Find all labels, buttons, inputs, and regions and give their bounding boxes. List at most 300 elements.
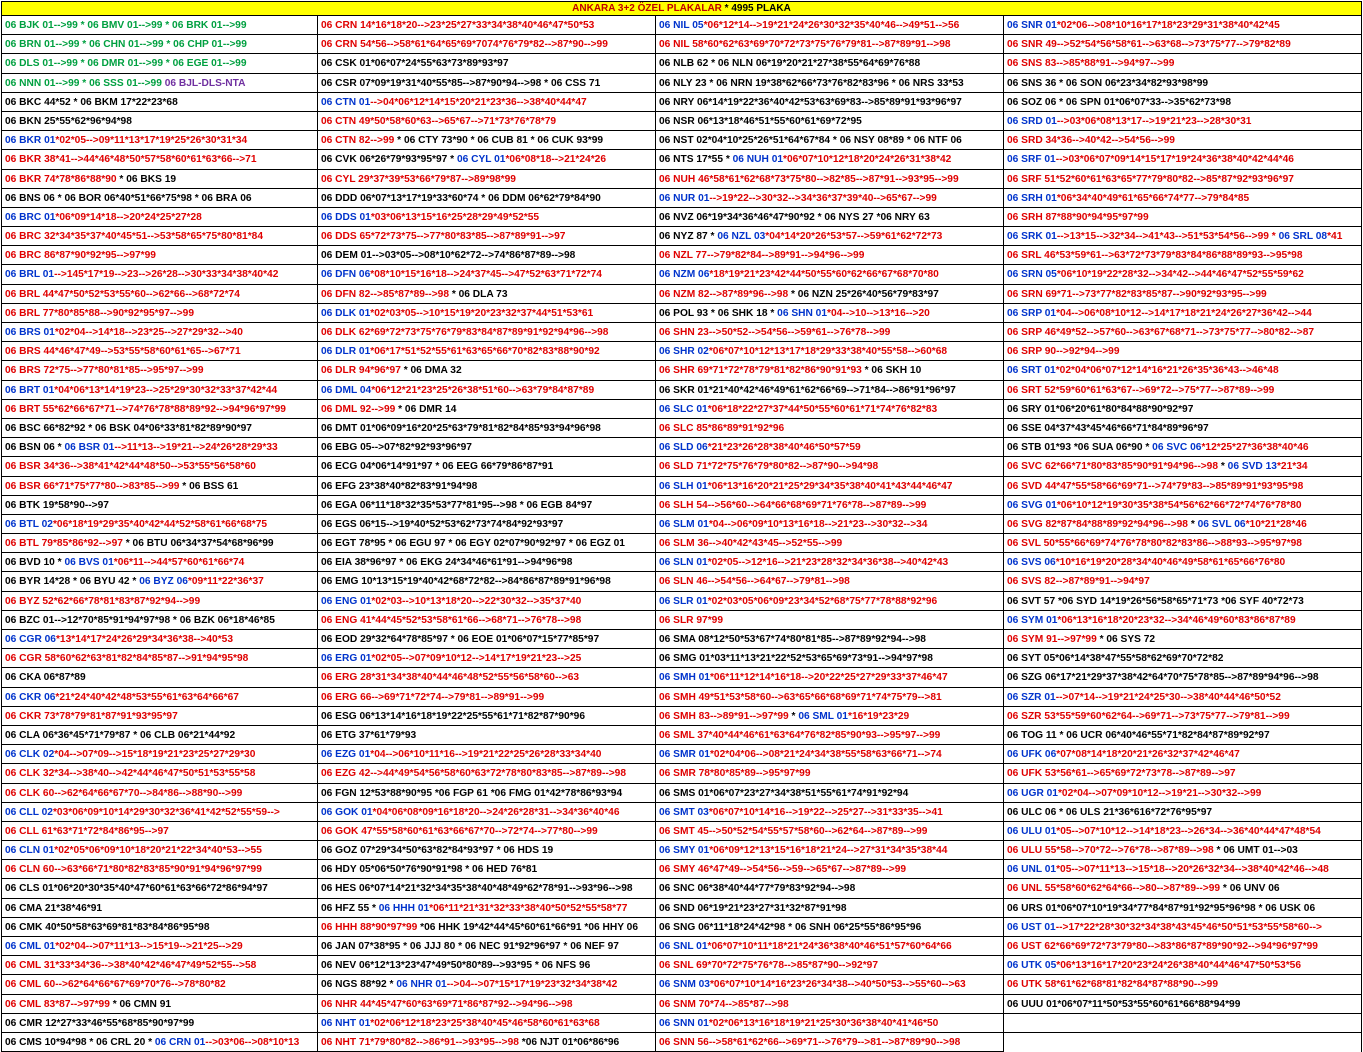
plate-cell (318, 438, 655, 457)
plate-segment: 06 SRT 01 (1007, 365, 1056, 377)
plate-segment: 06 POL 93 * 06 SHK 18 * (659, 307, 778, 319)
plate-segment: -->145*17*19-->23-->26*28-->30*33*34*38*40*42 (54, 269, 279, 281)
plate-segment: *03*06*09*10*14*29*30*32*36*41*42*52*55*59--> (52, 806, 280, 818)
plate-segment: 06 NEV 06*12*13*23*47*49*50*80*89-->93*95 * 06 NFS 96 (321, 960, 591, 972)
plate-segment: 06 SRP 01 (1007, 307, 1057, 319)
plate-segment: 06 SMH 01 (659, 672, 710, 684)
plate-segment: *06 HHK 19*42*44*45*60*61*66*91 *06 HHY 06 (417, 921, 639, 933)
plate-segment: *02*04-->14*18-->23*25-->27*29*32-->40 (54, 327, 243, 338)
plate-cell (656, 54, 1003, 73)
plate-segment: 06 SRH 87*88*90*94*95*97*99 (1007, 211, 1149, 223)
plate-segment: *06*12*14-->19*21*24*26*30*32*35*40*46-->49*51-->56 (703, 20, 960, 31)
plate-cell (1004, 54, 1361, 73)
plate-cell (656, 131, 1003, 150)
plate-cell (656, 726, 1003, 745)
plate-cell (2, 112, 317, 131)
plate-cell (318, 419, 655, 438)
plate-cell (318, 534, 655, 553)
plate-cell (2, 745, 317, 764)
plate-cell (656, 860, 1003, 879)
plate-cell (318, 189, 655, 208)
plate-cell (2, 572, 317, 591)
plate-segment: *06*07*10*14*16*23*26*34*38-->40*50*53-->55*60-->63 (709, 979, 966, 991)
plate-cell (1004, 16, 1361, 35)
plate-cell (1004, 937, 1361, 956)
plate-segment: 06 ECG 04*06*14*91*97 * 06 EEG 66*79*86*87*91 (321, 461, 554, 473)
plate-segment: 06 GOK 47*55*58*60*61*63*66*67*70-->72*74-->77*80-->99 (321, 825, 598, 837)
plate-segment: 06 SVD 44*47*55*58*66*69*71-->74*79*83-->85*89*91*93*95*98 (1007, 480, 1304, 492)
plate-segment: *05-->07*10*12-->14*18*23-->26*34-->36*40*44*47*48*54 (1056, 825, 1321, 837)
plate-cell (318, 170, 655, 189)
plate-segment: *06*07*10*14*16-->19*22-->25*27-->31*33*35-->41 (708, 806, 943, 818)
plate-segment: 06 BRS 44*46*47*49-->53*55*58*60*61*65-->67*71 (5, 346, 241, 358)
plate-segment: 06 DFN 06 (321, 269, 371, 281)
plate-segment: *06*07*10*12*13*17*18*29*33*38*40*55*58-->60*68 (708, 346, 948, 358)
plate-cell (1004, 189, 1361, 208)
plate-segment: 06 CRN 01 (154, 1036, 206, 1048)
plate-segment: -->07*14-->19*21*24*25*30-->38*40*44*46*50*52 (1055, 691, 1281, 703)
plate-cell (656, 246, 1003, 265)
plate-segment: 06 SRD 34*36-->40*42-->54*56-->99 (1007, 135, 1175, 147)
plate-segment: * 06 DLA 73 (449, 288, 508, 300)
plate-segment: *02*06*13*16*18*19*21*25*30*36*38*40*41*46*50 (708, 1017, 939, 1029)
plate-cell (656, 975, 1003, 994)
plate-segment: 06 HHH 88*90*97*99 (321, 921, 418, 933)
plate-segment: 06 DEM 01-->03*05-->08*10*62*72-->74*86*87*89-->98 (321, 250, 576, 262)
plate-cell (1004, 150, 1361, 169)
plate-segment: 06 BSR 66*71*75*77*80-->83*85-->99 (5, 480, 180, 492)
plate-cell (318, 1033, 655, 1052)
plate-segment: 06 BYR 14*28 * 06 BYU 42 * (5, 576, 140, 588)
plate-segment: 06 TOG 11 * 06 UCR 06*40*46*55*71*82*84*87*89*92*97 (1007, 729, 1270, 741)
plate-segment: *06*11-->44*57*60*61*66*74 (113, 557, 245, 569)
plate-cell (318, 265, 655, 284)
plate-cell (318, 285, 655, 304)
plate-segment: 06 SVS 06 (1007, 557, 1056, 569)
plate-segment: 06 SMH 49*51*53*58*60-->63*65*66*68*69*71*74*75*79-->81 (659, 691, 942, 703)
plate-segment: 06 EGT 78*95 * 06 EGU 97 * 06 EGY 02*07*90*92*97 * 06 EGZ 01 (321, 538, 625, 550)
plate-cell (656, 592, 1003, 611)
plate-cell (656, 265, 1003, 284)
plate-segment: -->11*13-->19*21-->24*26*28*29*33 (114, 442, 278, 454)
plate-segment: *06*13*16*20*21*25*29*34*35*38*40*41*43*44*46*47 (707, 480, 953, 492)
plate-segment: 06 CML 01 (5, 941, 56, 952)
plate-segment: *02*04*06-->08*21*24*34*38*55*58*63*66*71-->74 (709, 749, 942, 761)
plate-segment: 06 SVC 06 (1152, 442, 1202, 454)
plate-cell (656, 419, 1003, 438)
plate-segment: 06 ENG 01 (321, 595, 372, 607)
plate-segment: 06 BSR 01 (64, 442, 115, 454)
plate-cell (2, 688, 317, 707)
plate-segment: 06 EGS 06*15-->19*40*52*53*62*73*74*84*92*93*97 (321, 518, 564, 530)
plate-segment: 06 HFZ 55 * (321, 902, 379, 914)
plate-segment: 06 NTS 17*55 * (659, 154, 733, 166)
plate-segment: 06 SYM 91-->97*99 (1007, 634, 1097, 645)
plate-segment: 06 ERG 28*31*34*38*40*44*46*48*52*55*56*58*60-->63 (321, 672, 580, 684)
plate-sheet (1, 1, 1362, 1052)
plate-segment: 06 CMS 10*94*98 * 06 CRL 20 * (5, 1036, 155, 1048)
plate-cell (318, 342, 655, 361)
plate-cell (2, 342, 317, 361)
plate-segment: 06 HES 06*07*14*21*32*34*35*38*40*48*49*62*78*91-->93*96-->98 (321, 883, 633, 895)
plate-cell (318, 131, 655, 150)
plate-segment: 06 SML 01 (798, 710, 848, 722)
plate-segment: 06 CGR 58*60*62*63*81*82*84*85*87-->91*94*95*98 (5, 653, 249, 665)
plate-segment: 06 ERG 66-->69*71*72*74-->79*81-->89*91-->99 (321, 691, 545, 703)
plate-segment: 06 BRL 01 (5, 269, 55, 281)
plate-segment: 06 BRN 01-->99 * 06 CHN 01-->99 * 06 CHP 01-->99 (5, 39, 247, 51)
plate-cell (656, 937, 1003, 956)
plate-segment: 06 SSE 04*37*43*45*46*66*71*84*89*96*97 (1007, 422, 1209, 434)
plate-segment: 06 BYZ 06 (139, 576, 188, 588)
plate-segment: * 06 CTY 73*90 * 06 CUB 81 * 06 CUK 93*99 (394, 135, 604, 147)
plate-cell (318, 726, 655, 745)
plate-segment: 06 BKN 25*55*62*96*94*98 (5, 115, 132, 127)
plate-segment: 06 BRC 32*34*35*37*40*45*51-->53*58*65*75*80*81*84 (5, 231, 264, 243)
plate-cell (318, 227, 655, 246)
plate-segment: 06 DML 92-->99 (321, 403, 396, 415)
plate-segment: 06 DML 04 (321, 384, 372, 396)
plate-segment: 06 NZL 03 (717, 231, 766, 243)
plate-segment: 06 SNS 36 * 06 SON 06*23*34*82*93*98*99 (1007, 77, 1209, 89)
plate-segment: 06 NUH 01 (732, 154, 784, 166)
plate-segment: 06 CYL 29*37*39*53*66*79*87-->89*98*99 (321, 173, 516, 185)
plate-cell (1004, 496, 1361, 515)
plate-cell (1004, 265, 1361, 284)
plate-segment: 06 SNG 06*11*18*24*42*98 * 06 SNH 06*25*55*86*95*96 (659, 921, 922, 933)
plate-cell (2, 1033, 317, 1052)
plate-segment: 06 SRP 46*49*52-->57*60-->63*67*68*71-->73*75*77-->80*82-->87 (1007, 327, 1315, 338)
plate-cell (2, 361, 317, 380)
plate-segment: *02*05-->09*11*13*17*19*25*26*30*31*34 (55, 135, 248, 147)
plate-cell (1004, 995, 1361, 1014)
plate-segment: *02*03*05-->10*15*19*20*23*32*37*44*51*53*61 (370, 307, 594, 319)
plate-segment: *03*06*13*15*16*25*28*29*49*52*55 (370, 211, 540, 223)
plate-segment: 06 CML 60-->62*64*66*67*69*70*76-->78*80*82 (5, 979, 226, 991)
plate-cell (318, 937, 655, 956)
plate-cell (1004, 93, 1361, 112)
plate-segment: 06 ESG 06*13*14*16*18*19*22*25*55*61*71*82*87*90*96 (321, 710, 585, 722)
plate-segment: 06 EFG 23*38*40*82*83*91*94*98 (321, 480, 478, 492)
plate-segment: 06 SNL 69*70*72*75*76*78-->85*87*90-->92*97 (659, 960, 879, 972)
plate-segment: *09*11*22*36*37 (187, 576, 264, 588)
plate-cell (1004, 208, 1361, 227)
plate-segment: * (788, 710, 799, 722)
plate-cell (318, 361, 655, 380)
plate-cell (1004, 899, 1361, 918)
plate-segment: 06 SRL 46*53*59*61-->63*72*73*79*83*84*86*88*89*93-->95*98 (1007, 250, 1303, 262)
plate-segment: 06 SVG 01 (1007, 499, 1057, 511)
plate-segment: *06*07*10*12*18*20*24*26*31*38*42 (783, 154, 952, 166)
plate-cell (1004, 764, 1361, 783)
plate-cell (656, 688, 1003, 707)
plate-cell (318, 707, 655, 726)
plate-cell (656, 227, 1003, 246)
plate-segment: 06 BSC 66*82*92 * 06 BSK 04*06*33*81*82*89*90*97 (5, 422, 252, 434)
plate-segment: 06 CYL 01 (456, 154, 506, 166)
plate-cell (2, 16, 317, 35)
plate-segment: 06 SRY 01*06*20*61*80*84*88*90*92*97 (1007, 403, 1194, 415)
plate-cell (2, 918, 317, 937)
plate-cell (1004, 246, 1361, 265)
plate-segment: *02*06*12*18*23*25*38*40*45*46*58*60*61*63*68 (370, 1017, 600, 1029)
plate-cell (2, 227, 317, 246)
plate-segment: 06 SZR 53*55*59*60*62*64-->69*71-->73*75*77-->79*81-->99 (1007, 710, 1290, 722)
plate-segment: 06 NHR 44*45*47*60*63*69*71*86*87*92-->94*96-->98 (321, 998, 573, 1010)
plate-cell (656, 553, 1003, 572)
plate-cell (318, 975, 655, 994)
plate-segment: *06*08*18-->21*24*26 (505, 154, 607, 166)
plate-segment: 06 SNN 56-->58*61*62*66-->69*71-->76*79-->81-->87*89*90-->98 (659, 1036, 961, 1048)
plate-cell (318, 784, 655, 803)
plate-segment: 06 NUH 46*58*61*62*68*73*75*80-->82*85-->87*91-->93*95-->99 (659, 173, 959, 185)
plate-cell (2, 899, 317, 918)
plate-segment: 06 SNR 49-->52*54*56*58*61-->63*68-->73*75*77-->79*82*89 (1007, 39, 1291, 51)
plate-segment: 06 SNL 01 (659, 941, 708, 952)
plate-cell (656, 515, 1003, 534)
plate-cell (1004, 342, 1361, 361)
plate-segment: 06 GOZ 07*29*34*50*63*82*84*93*97 * 06 HDS 19 (321, 845, 554, 857)
plate-cell (2, 822, 317, 841)
plate-cell (2, 764, 317, 783)
plate-segment: 06 BRC 86*87*90*92*95-->97*99 (5, 250, 156, 262)
title-count: * 4995 PLAKA (721, 3, 791, 14)
plate-cell (318, 860, 655, 879)
plate-cell (1004, 477, 1361, 496)
plate-segment: 06 DLS 01-->99 * 06 DMR 01-->99 * 06 EGE 01-->99 (5, 58, 247, 70)
plate-segment: 06 CML 83*87-->97*99 (5, 998, 110, 1010)
plate-segment: 06 EZG 42-->44*49*54*56*58*60*63*72*78*80*83*85-->87*89-->98 (321, 768, 627, 780)
plate-segment: -->03*06*07*09*14*15*17*19*24*36*38*40*42*44*46 (1055, 154, 1294, 166)
plate-cell (2, 937, 317, 956)
plate-segment: *04-->10-->13*16-->20 (827, 307, 930, 319)
plate-segment: *06*11*12*14*16*18-->20*22*25*27*29*33*37*46*47 (709, 672, 948, 684)
plate-cell (2, 246, 317, 265)
plate-segment: *10*21*28*46 (1245, 518, 1307, 530)
plate-segment: -->04-->07*15*17*19*23*32*34*38*42 (446, 979, 618, 991)
plate-segment: 06 BVS 01 (64, 557, 114, 569)
plate-cell (1004, 131, 1361, 150)
plate-segment: 06 UFK 06 (1007, 749, 1057, 761)
plate-segment: *04*14*20*26*53*57-->59*61*62*72*73 (765, 231, 943, 243)
plate-segment: *02*05-->07*09*10*12-->14*17*19*21*23-->25 (371, 653, 582, 665)
plate-column-3 (655, 16, 1003, 1052)
plate-cell (2, 841, 317, 860)
plate-segment: * 06 UNV 06 (1220, 883, 1280, 895)
plate-segment: 06 BTK 19*58*90-->97 (5, 499, 109, 511)
plate-cell (318, 803, 655, 822)
plate-cell (318, 400, 655, 419)
plate-cell (656, 496, 1003, 515)
plate-segment: 06 NZM 06 (659, 269, 710, 281)
plate-cell (318, 592, 655, 611)
plate-segment: -->19*22-->30*32-->34*36*37*39*40-->65*67-->99 (709, 192, 937, 204)
plate-segment: 06 ERG 01 (321, 653, 372, 665)
plate-segment: 06 UUU 01*06*07*11*50*53*55*60*61*66*88*94*99 (1007, 998, 1241, 1010)
plate-segment: 06 SKR 01*21*40*42*46*49*61*62*66*69-->71*84-->86*91*96*97 (659, 384, 956, 396)
plate-cell (2, 419, 317, 438)
plate-segment: 06 HHH 01 (378, 902, 430, 914)
plate-cell (2, 265, 317, 284)
plate-segment: 06 SHR 69*71*72*78*79*81*82*86*90*91*93 (659, 365, 862, 377)
plate-cell (656, 285, 1003, 304)
plate-cell (656, 611, 1003, 630)
plate-cell (318, 35, 655, 54)
plate-segment: *04*06*13*14*19*23-->25*29*30*32*33*37*42*44 (54, 384, 278, 396)
plate-segment: 06 SNR 01 (1007, 20, 1057, 31)
plate-segment: *02*04-->07*09*10*12-->19*21-->30*32-->99 (1057, 787, 1262, 799)
plate-cell (2, 323, 317, 342)
plate-cell (656, 803, 1003, 822)
plate-cell (1004, 784, 1361, 803)
plate-cell (2, 668, 317, 687)
plate-cell (656, 93, 1003, 112)
plate-cell (656, 707, 1003, 726)
plate-segment: 06 SRN 69*71-->73*77*82*83*85*87-->90*92*93*95-->99 (1007, 288, 1267, 300)
plate-segment: 06 CTN 49*50*58*60*63-->65*67-->71*73*76*78*79 (321, 115, 557, 127)
plate-cell (2, 956, 317, 975)
plate-segment: *06*11*21*31*32*33*38*40*50*52*55*58*77 (429, 902, 628, 914)
plate-segment: 06 SRD 01 (1007, 115, 1057, 127)
plate-cell (2, 54, 317, 73)
plate-segment: 06 SLH 54-->56*60-->64*66*68*69*71*76*78-->87*89-->99 (659, 499, 927, 511)
plate-cell (1004, 726, 1361, 745)
plate-cell (1004, 822, 1361, 841)
plate-cell (656, 899, 1003, 918)
plate-segment: 06 SVG 82*87*84*88*89*92*94*96-->98 (1007, 518, 1188, 530)
plate-cell (2, 381, 317, 400)
plate-segment: 06 SLR 97*99 (659, 614, 723, 626)
plate-cell (656, 150, 1003, 169)
plate-cell (318, 611, 655, 630)
plate-segment: 06 SOZ 06 * 06 SPN 01*06*07*33-->35*62*73*98 (1007, 96, 1232, 108)
plate-segment: 06 UFK 53*56*61-->65*69*72*73*78-->87*89-->97 (1007, 768, 1236, 780)
plate-segment: 06 CVK 06*26*79*93*95*97 * (321, 154, 457, 166)
plate-segment: 06 SMA 08*12*50*53*67*74*80*81*85-->87*89*92*94-->98 (659, 634, 926, 645)
plate-segment: 06 DDS 01 (321, 211, 371, 223)
plate-table (1, 16, 1362, 1052)
plate-cell (1004, 1014, 1361, 1033)
plate-cell (2, 208, 317, 227)
plate-segment: 06 SRL 08 (1278, 231, 1328, 243)
plate-segment: 06 SVT 57 *06 SYD 14*19*26*56*58*65*71*73 *06 SYF 40*72*73 (1007, 595, 1304, 607)
plate-segment: *41 (1327, 231, 1343, 243)
plate-cell (656, 822, 1003, 841)
plate-cell (1004, 649, 1361, 668)
plate-cell (1004, 860, 1361, 879)
plate-segment: 06 DFN 82-->85*87*89-->98 (321, 288, 449, 300)
plate-cell (318, 208, 655, 227)
plate-cell (2, 860, 317, 879)
plate-column-1 (1, 16, 317, 1052)
plate-cell (656, 342, 1003, 361)
plate-cell (1004, 112, 1361, 131)
plate-cell (1004, 227, 1361, 246)
plate-cell (656, 457, 1003, 476)
plate-segment: * (1218, 461, 1228, 473)
plate-segment: 06 SRK 01 (1007, 231, 1057, 243)
plate-segment: 06 BYZ 52*62*66*78*81*83*87*92*94-->99 (5, 595, 201, 607)
plate-segment: 06 SMY 01 (659, 845, 710, 857)
plate-cell (2, 189, 317, 208)
plate-cell (318, 879, 655, 898)
plate-cell (2, 457, 317, 476)
plate-segment: 06 SMR 01 (659, 749, 710, 761)
plate-cell (656, 400, 1003, 419)
plate-segment: *21*24*40*42*48*53*55*61*63*64*66*67 (55, 691, 239, 703)
plate-segment: 06 NGS 88*92 * (321, 979, 397, 991)
plate-cell (2, 630, 317, 649)
plate-cell (2, 438, 317, 457)
plate-cell (2, 1014, 317, 1033)
plate-segment: 06 CLL 61*63*71*72*84*86*95-->97 (5, 825, 169, 837)
plate-segment: 06 NUR 01 (659, 192, 710, 204)
plate-segment: 06 CMK 40*50*58*63*69*81*83*84*86*95*98 (5, 921, 210, 933)
plate-cell (318, 74, 655, 93)
plate-cell (1004, 668, 1361, 687)
plate-segment: *06*17*51*52*55*61*63*65*66*70*82*83*88*90*92 (370, 346, 600, 358)
plate-cell (656, 112, 1003, 131)
plate-segment: 06 SNS 83-->85*88*91-->94*97-->99 (1007, 58, 1175, 70)
plate-cell (1004, 457, 1361, 476)
plate-cell (2, 726, 317, 745)
plate-segment: -->13*15-->32*34-->41*43-->51*53*54*56-->99 * (1056, 231, 1279, 243)
plate-segment: *04-->06*09*10*13*16*18-->21*23-->30*32-->34 (708, 518, 928, 530)
plate-cell (2, 400, 317, 419)
plate-cell (318, 16, 655, 35)
plate-segment: 06 CMA 21*38*46*91 (5, 902, 103, 914)
plate-cell (656, 572, 1003, 591)
plate-segment: 06 BRT 01 (5, 384, 55, 396)
plate-segment: 06 BTL 02 (5, 518, 53, 530)
plate-cell (2, 534, 317, 553)
plate-segment: 06 CKR 73*78*79*81*87*91*93*95*97 (5, 710, 178, 722)
plate-segment: 06 BSN 06 * (5, 442, 65, 454)
plate-cell (2, 649, 317, 668)
plate-segment: 06 SHN 23-->50*52-->54*56-->59*61-->76*78-->99 (659, 327, 891, 338)
plate-segment: 06 BNS 06 * 06 BOR 06*40*51*66*75*98 * 06 BRA 06 (5, 192, 252, 204)
plate-segment: 06 BJL-DLS-NTA (164, 77, 246, 89)
plate-segment: -->03*06*08*13*17-->19*21*23-->28*30*31 (1056, 115, 1252, 127)
plate-cell (656, 1014, 1003, 1033)
plate-cell (2, 975, 317, 994)
plate-segment: 06 UST 01 (1007, 921, 1056, 933)
plate-segment: 06 CSR 07*09*19*31*40*55*85-->87*90*94-->98 * 06 CSS 71 (321, 77, 601, 89)
plate-segment: *12*25*27*36*38*40*46 (1201, 442, 1309, 454)
plate-segment: 06 SLM 36-->40*42*43*45-->52*55-->99 (659, 538, 843, 550)
plate-segment: *16*19*23*29 (847, 710, 910, 722)
plate-segment: 06 NLY 23 * 06 NRN 19*38*62*66*73*76*82*83*96 * 06 NRS 33*53 (659, 77, 964, 89)
plate-cell (656, 16, 1003, 35)
plate-cell (318, 688, 655, 707)
plate-segment: *06*13*16*17*20*23*24*26*38*40*44*46*47*50*53*56 (1056, 960, 1302, 972)
plate-segment: 06 SRN 05 (1007, 269, 1057, 281)
plate-segment: 06 DLR 01 (321, 346, 371, 358)
plate-segment: 06 SND 06*19*21*23*27*31*32*87*91*98 (659, 902, 847, 914)
plate-segment: 06 BSR 34*36-->38*41*42*44*48*50-->53*55*56*58*60 (5, 461, 256, 473)
plate-cell (656, 1033, 1003, 1052)
plate-segment: 06 UTK 58*61*62*68*81*82*84*87*88*90-->99 (1007, 979, 1218, 991)
plate-segment: 06 DDD 06*07*13*17*19*33*60*74 * 06 DDM 06*62*79*84*90 (321, 192, 601, 204)
plate-segment: 06 NNN 01-->99 * 06 SSS 01-->99 (5, 77, 165, 89)
plate-cell (656, 208, 1003, 227)
plate-cell (2, 93, 317, 112)
plate-cell (318, 745, 655, 764)
plate-cell (656, 668, 1003, 687)
plate-segment: *21*34 (1276, 461, 1308, 473)
plate-cell (1004, 170, 1361, 189)
plate-segment: 06 CLK 60-->62*64*66*67*70-->84*86-->88*90-->99 (5, 787, 243, 799)
